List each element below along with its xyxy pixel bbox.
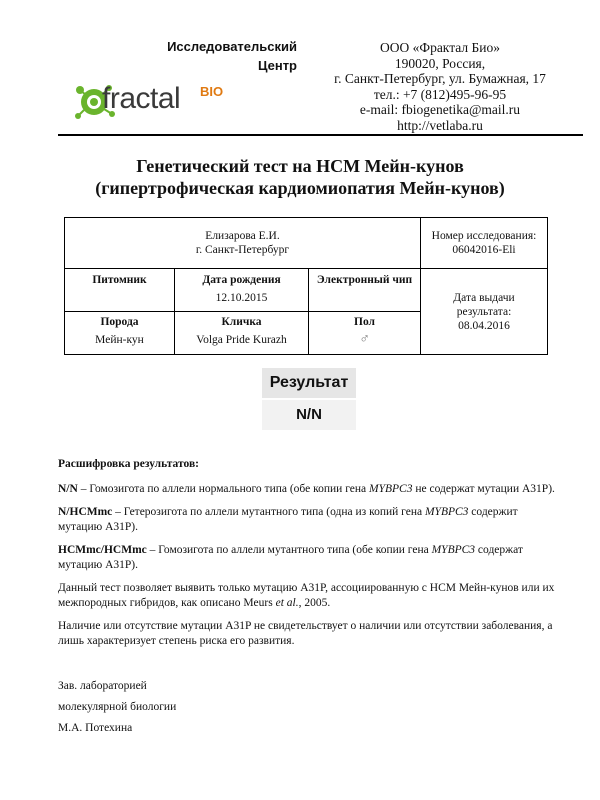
- breed-value: Мейн-кун: [95, 334, 144, 346]
- cat-name-value: Volga Pride Kurazh: [196, 334, 287, 346]
- genotype-description: – Гетерозигота по аллели мутантного типа (одна из копий гена: [112, 506, 425, 518]
- interpretation-nhcm: [58, 505, 558, 535]
- genotype-description-end: не содержат мутации A31P).: [412, 483, 555, 495]
- et-al: et al.: [275, 597, 299, 609]
- owner-cell: [65, 218, 421, 269]
- sex-cell: [309, 312, 421, 355]
- test-scope-text: Данный тест позволяет выявить только мутацию A31P, ассоциированную с HCM Мейн-кунов или их межпородных гибридов, как описано Meurs: [58, 582, 555, 609]
- test-scope-note: [58, 581, 558, 611]
- logo-text: fractal: [102, 82, 181, 115]
- title-line1: Генетический тест на HCM Мейн-кунов: [136, 156, 464, 176]
- gene-name: MYBPC3: [424, 506, 469, 518]
- interpretation-hcmhcm: [58, 543, 558, 573]
- signature-line2: молекулярной биологии: [58, 701, 177, 713]
- interpretation-nn: [58, 482, 558, 497]
- gene-name: MYBPC3: [369, 483, 413, 495]
- issue-date-cell: [421, 269, 548, 355]
- breed-cell: [65, 312, 175, 355]
- company-address: [300, 40, 580, 134]
- center-label: [150, 37, 297, 75]
- company-street: г. Санкт-Петербург, ул. Бумажная, 17: [334, 71, 546, 87]
- genotype-description: – Гомозигота по аллели мутантного типа (обе копии гена: [146, 544, 432, 556]
- genotype-description: – Гомозигота по аллели нормального типа (обе копии гена: [77, 483, 370, 495]
- genotype-term: N/HCMmc: [58, 506, 113, 518]
- header-divider: [58, 134, 583, 136]
- gene-name: MYBPC3: [431, 544, 476, 556]
- study-number-label: Номер исследования:: [431, 230, 537, 242]
- nursery-label: Питомник: [92, 274, 147, 286]
- signature-name: М.А. Потехина: [58, 722, 133, 734]
- signature-block: [58, 676, 176, 739]
- fractal-bio-logo: [72, 76, 232, 126]
- cat-name-cell: [175, 312, 309, 355]
- genotype-description-end: содержит мутацию A31P).: [58, 506, 518, 533]
- issue-date-value: 08.04.2016: [458, 319, 510, 332]
- company-phone: тел.: +7 (812)495-96-95: [373, 86, 507, 102]
- interpretation-section: [58, 457, 558, 657]
- breed-label: Порода: [100, 316, 139, 328]
- birth-date-label: Дата рождения: [202, 274, 281, 286]
- logo-superscript: BIO: [200, 84, 224, 99]
- company-postcode: 190020, Россия,: [394, 55, 486, 71]
- nursery-cell: [65, 269, 175, 312]
- company-email: e-mail: fbiogenetika@mail.ru: [359, 102, 521, 118]
- patient-info-table: [64, 217, 548, 355]
- study-number-value: 06042016-Eli: [452, 244, 516, 256]
- citation-year: , 2005.: [298, 597, 331, 609]
- chip-cell: [309, 269, 421, 312]
- cat-name-label: Кличка: [221, 316, 262, 328]
- issue-date-label-1: Дата выдачи: [453, 291, 515, 304]
- signature-line1: Зав. лабораторией: [58, 680, 147, 692]
- company-website: http://vetlaba.ru: [397, 117, 483, 133]
- center-label-line1: Исследовательский: [167, 39, 297, 54]
- title-line2: (гипертрофическая кардиомиопатия Мейн-кунов): [95, 178, 505, 198]
- center-label-line2: Центр: [257, 58, 297, 73]
- genotype-term: N/N: [58, 483, 78, 495]
- issue-date-label-2: результата:: [456, 305, 512, 318]
- genotype-description-end: содержат мутацию A31P).: [58, 544, 523, 571]
- owner-city: г. Санкт-Петербург: [195, 244, 290, 256]
- chip-label: Электронный чип: [316, 274, 413, 286]
- risk-disclaimer: Наличие или отсутствие мутации A31P не свидетельствует о наличии или отсутствии заболевания, а лишь характеризует степень риска его развития.: [58, 620, 553, 647]
- interpretation-heading: Расшифровка результатов:: [58, 458, 199, 470]
- result-label: Результат: [262, 368, 356, 398]
- genotype-term: HCMmc/HCMmc: [58, 544, 147, 556]
- study-number-cell: [421, 218, 548, 269]
- owner-name: Елизарова Е.И.: [205, 230, 280, 242]
- birth-date-cell: [175, 269, 309, 312]
- birth-date-value: 12.10.2015: [215, 292, 268, 304]
- male-sex-icon: ♂: [359, 332, 370, 347]
- result-box: [262, 368, 356, 430]
- sex-label: Пол: [354, 316, 375, 328]
- company-name: ООО «Фрактал Био»: [380, 40, 500, 55]
- result-value: N/N: [262, 398, 356, 430]
- document-title: [50, 155, 550, 199]
